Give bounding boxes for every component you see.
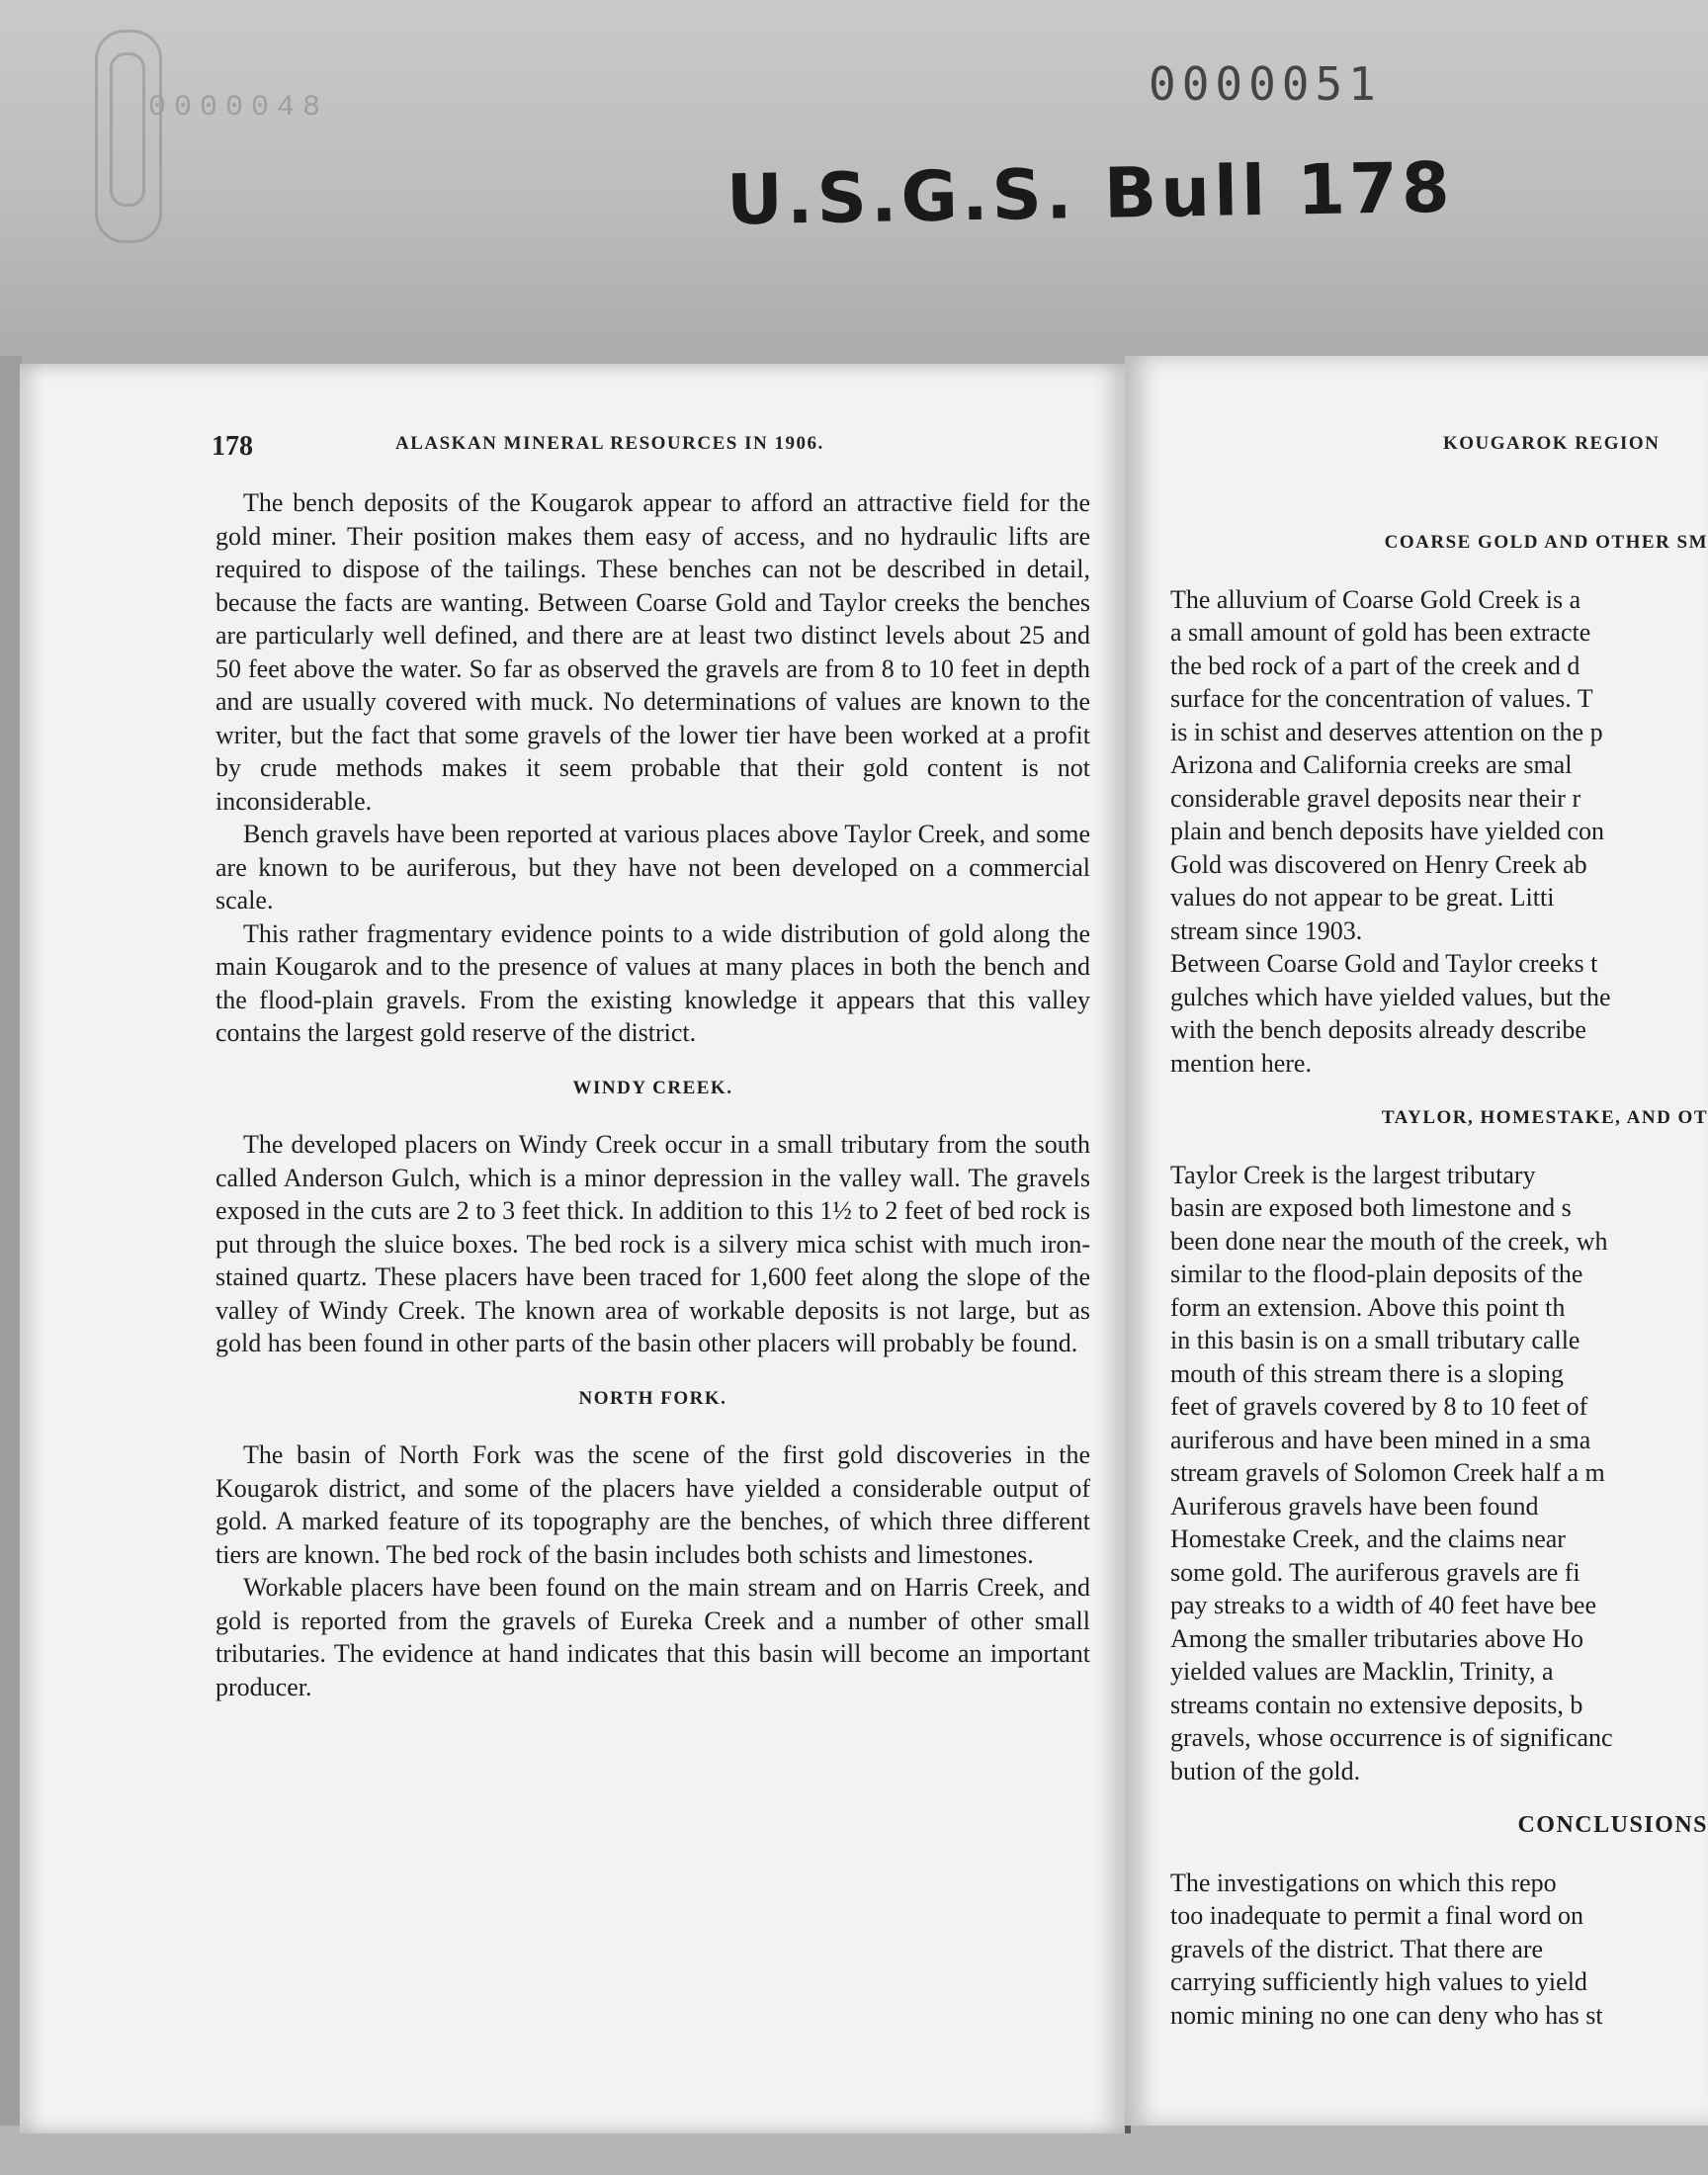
paragraph [1147,848,1708,948]
text-line: Among the smaller tributaries above Ho [1170,1623,1584,1653]
paragraph [1147,1867,1708,2033]
paragraph: The basin of North Fork was the scene of the first gold discoveries in the Kougarok district, and some of the placers have yielded a considerable output of gold. A marked feature of its topography are the benches, of which three different tiers are known. The bed rock of the basin includes both schists and limestones. [215,1440,1090,1569]
text-line: Homestake Creek, and the claims near [1170,1524,1566,1553]
text-line: some gold. The auriferous gravels are fi [1170,1557,1580,1587]
paragraph: The developed placers on Windy Creek occur in a small tributary from the south called Anderson Gulch, which is a minor depression in the valley wall. The gravels exposed in the cuts are 2 to 3 feet thick. In addition to this 1½ to 2 feet of bed rock is put through the sluice boxes. The bed rock is a silvery mica schist with much iron-stained quartz. These placers have been traced for 1,600 feet along the slope of the valley of Windy Creek. The known area of workable deposits is not large, but as gold has been found in other parts of the basin other placers will probably be found. [215,1130,1090,1357]
text-line: gravels of the district. That there are [1170,1934,1544,1963]
text-line: Taylor Creek is the largest tributary [1170,1160,1536,1189]
text-line: values do not appear to be great. Litti [1170,883,1555,912]
paragraph: The bench deposits of the Kougarok appear to afford an attractive field for the gold miner. Their position makes them easy of access, and no hydraulic lifts are required to dispose of the tailings. These benches can not be described in detail, because the facts are wanting. Between Coarse Gold and Taylor creeks the benches are particularly well defined, and there are at least two distinct levels about 25 and 50 feet above the water. So far as observed the gravels are from 8 to 10 feet in depth and are usually covered with muck. No determinations of values are known to the writer, but the fact that some gravels of the lower tier have been worked at a profit by crude methods makes it seem probable that their gold content is not inconsiderable. [215,488,1090,816]
text-line: is in schist and deserves attention on the p [1170,717,1603,746]
paragraph: Workable placers have been found on the main stream and on Harris Creek, and gold is reported from the gravels of Eureka Creek and a number of other small tributaries. The evidence at hand indicates that this basin will become an important producer. [215,1573,1090,1701]
left-running-head: ALASKAN MINERAL RESOURCES IN 1906. [395,433,824,454]
text-line: surface for the concentration of values. T [1170,684,1593,713]
handwritten-label: U.S.G.S. Bull 178 [726,146,1455,241]
paragraph [1147,1159,1708,1490]
right-running-head: KOUGAROK REGION [1443,433,1661,454]
text-line: The investigations on which this repo [1170,1868,1557,1897]
paragraph [1147,947,1708,1080]
text-line: streams contain no extensive deposits, b [1170,1690,1583,1719]
paragraph [1147,748,1708,848]
section-heading-conclusions: CONCLUSIONS [1517,1812,1708,1838]
text-line: stream gravels of Solomon Creek half a m [1170,1458,1605,1487]
text-line: considerable gravel deposits near their r [1170,783,1581,813]
paragraph [1147,1622,1708,1788]
text-line: Arizona and California creeks are smal [1170,750,1573,779]
text-line: pay streaks to a width of 40 feet have bee [1170,1591,1597,1619]
text-line: bution of the gold. [1170,1756,1361,1785]
text-line: too inadequate to permit a final word on [1170,1901,1584,1930]
text-line: similar to the flood-plain deposits of the [1170,1260,1583,1288]
paragraph: This rather fragmentary evidence points to a wide distribution of gold along the main Kougarok and to the presence of values at many places in both the bench and the flood-plain gravels. From the existing knowledge it appears that this valley contains the largest gold reserve of the district. [215,918,1090,1047]
section-heading-taylor: TAYLOR, HOMESTAKE, AND OT [1381,1107,1708,1128]
section-heading-coarse-gold: COARSE GOLD AND OTHER SM [1384,532,1708,553]
text-line: carrying sufficiently high values to yield [1170,1967,1587,1996]
page-number: 178 [212,431,253,462]
paragraph [1147,1490,1708,1622]
paragraph [1147,583,1708,749]
faded-stamp-number: 0000048 [148,91,329,125]
text-line: form an extension. Above this point th [1170,1292,1566,1322]
text-line: plain and bench deposits have yielded con [1170,817,1604,845]
text-line: The alluvium of Coarse Gold Creek is a [1170,584,1581,614]
text-line: a small amount of gold has been extracte [1170,618,1591,647]
text-line: nomic mining no one can deny who has st [1170,2000,1603,2030]
text-line: basin are exposed both limestone and s [1170,1193,1572,1222]
text-line: Gold was discovered on Henry Creek ab [1170,849,1587,879]
section-heading-north-fork: NORTH FORK. [578,1387,727,1409]
right-page-text [1147,526,1708,2032]
text-line: been done near the mouth of the creek, wh [1170,1226,1608,1256]
text-line: the bed rock of a part of the creek and d [1170,651,1580,680]
text-line: feet of gravels covered by 8 to 10 feet of [1170,1392,1588,1421]
text-line: gulches which have yielded values, but the [1170,982,1611,1011]
document-number: 0000051 [1149,57,1382,111]
text-line: with the bench deposits already describe [1170,1015,1586,1044]
text-line: auriferous and have been mined in a sma [1170,1425,1591,1454]
text-line: Between Coarse Gold and Taylor creeks t [1170,949,1598,978]
scan-left-edge [0,356,22,2135]
paperclip-icon [95,30,162,243]
text-line: in this basin is on a small tributary calle [1170,1326,1580,1354]
text-line: mention here. [1170,1048,1312,1078]
text-line: mouth of this stream there is a sloping [1170,1358,1564,1388]
text-line: stream since 1903. [1170,915,1363,945]
section-heading-windy-creek: WINDY CREEK. [572,1077,733,1098]
text-line: gravels, whose occurrence is of significanc [1170,1723,1613,1752]
text-line: Auriferous gravels have been found [1170,1491,1539,1521]
text-line: yielded values are Macklin, Trinity, a [1170,1657,1554,1686]
paragraph: Bench gravels have been reported at various places above Taylor Creek, and some are known to be auriferous, but they have not been developed on a commercial scale. [215,820,1090,914]
left-page-text [215,486,1090,1703]
